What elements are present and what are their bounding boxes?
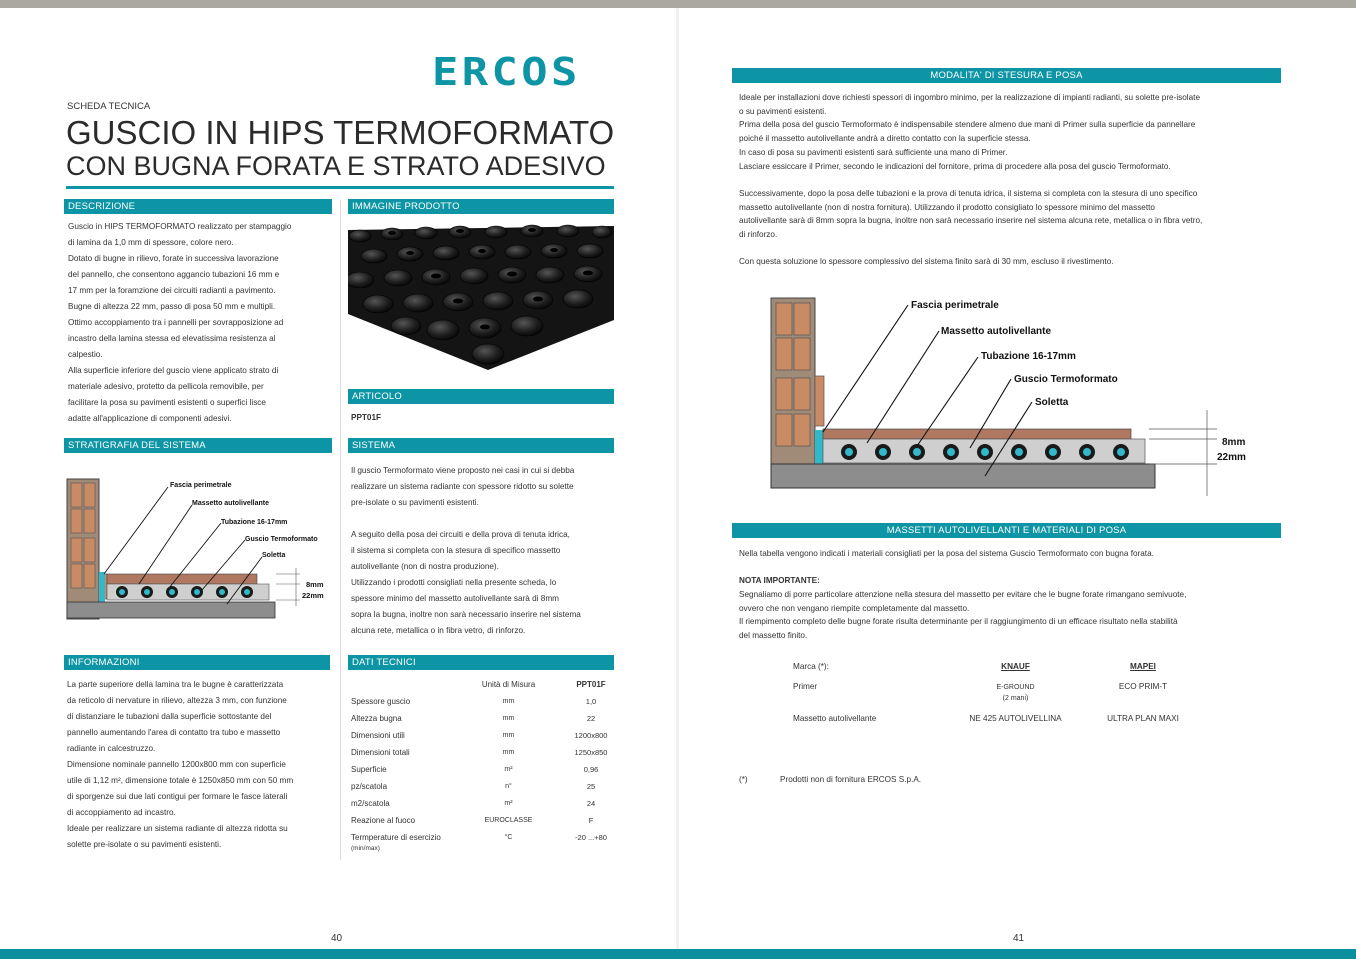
stratigraphy-diagram-small: [64, 470, 336, 625]
text-line: Con questa soluzione lo spessore complessivo del sistema finito sarà di 30 mm, escluso il rivestimento.: [739, 257, 1114, 267]
table-row: Superficie m² 0,96: [351, 765, 599, 774]
text-line: di rinforzo.: [739, 230, 778, 240]
text-line: da reticolo di nervature in rilievo, altezza 3 mm, con funzione: [67, 696, 287, 705]
page-gutter: [676, 8, 679, 949]
sistema-heading: SISTEMA: [348, 438, 614, 453]
table-row: Primer E-GROUND (2 mani) ECO PRIM-T: [793, 682, 1168, 702]
text-line: materiale adesivo, protetto da pellicola removibile, per: [68, 382, 264, 391]
text-line: Ottimo accoppiamento tra i pannelli per sovrapposizione ad: [68, 318, 284, 327]
table-row: Dimensioni totali mm 1250x850: [351, 748, 608, 757]
table-row: Dimensioni utili mm 1200x800: [351, 731, 608, 740]
col-knauf-header: KNAUF: [1001, 662, 1030, 671]
product-image: [348, 222, 614, 372]
text-line: incastro della lamina stessa ed elevatissima resistenza al: [68, 334, 276, 343]
articolo-heading: ARTICOLO: [348, 389, 614, 404]
table-row: pz/scatola n° 25: [351, 782, 596, 791]
label-fascia: Fascia perimetrale: [170, 482, 232, 489]
text-line: Segnaliamo di porre particolare attenzione nella stesura del massetto per evitare che le bugne forate rimangano semivuote,: [739, 590, 1187, 599]
modalita-heading: MODALITA' DI STESURA E POSA: [732, 68, 1281, 83]
top-bar: [0, 0, 1356, 8]
dim-8mm: 8mm: [306, 580, 324, 589]
text-line: adatte all'applicazione di componenti adesivi.: [68, 414, 232, 423]
label-massetto-large: Massetto autolivellante: [941, 326, 1052, 337]
text-line: Dimensione nominale pannello 1200x800 mm con superficie: [67, 760, 286, 769]
table-row: m2/scatola m² 24: [351, 799, 596, 808]
kicker: SCHEDA TECNICA: [67, 101, 151, 112]
text-line: del pannello, che consentono aggancio tubazioni 16 mm e: [68, 270, 280, 279]
column-separator: [340, 200, 341, 860]
text-line: 17 mm per la foramzione dei circuiti radianti a pavimento.: [68, 286, 276, 295]
page-title-line2: CON BUGNA FORATA E STRATO ADESIVO: [66, 151, 606, 181]
text-line: Prima della posa del guscio Termoformato è indispensabile stendere almeno due mani di Primer sulla superficie da pannellare: [739, 120, 1196, 130]
label-soletta: Soletta: [262, 552, 286, 559]
text-line: Il guscio Termoformato viene proposto nei casi in cui si debba: [351, 466, 575, 475]
modalita-text: [739, 91, 1284, 269]
informazioni-heading: INFORMAZIONI: [64, 655, 330, 670]
massetti-intro: Nella tabella vengono indicati i materiali consigliati per la posa del sistema Guscio Termoformato con bugna forata.: [739, 549, 1154, 558]
dati-tecnici-heading: DATI TECNICI: [348, 655, 614, 670]
text-line: Successivamente, dopo la posa delle tubazioni e la prova di tenuta idrica, il sistema si completa con la stesura di uno specifico: [739, 188, 1198, 198]
text-line: Dotato di bugne in rilievo, forate in successiva lavorazione: [68, 254, 279, 263]
table-row: Altezza bugna mm 22: [351, 714, 596, 723]
text-line: calpestio.: [68, 350, 103, 359]
text-line: [739, 173, 1284, 187]
table-row: Massetto autolivellante NE 425 AUTOLIVELLINA ULTRA PLAN MAXI: [793, 714, 1179, 723]
text-line: Alla superficie inferiore del guscio viene applicato strato di: [68, 366, 279, 375]
title-rule: [66, 186, 614, 189]
stratigrafia-heading: STRATIGRAFIA DEL SISTEMA: [64, 438, 332, 453]
text-line: A seguito della posa dei circuiti e della prova di tenuta idrica,: [351, 530, 570, 539]
text-line: Ideale per realizzare un sistema radiante di altezza ridotta su: [67, 824, 288, 833]
stratigraphy-diagram-large: [765, 290, 1265, 500]
sistema-text: [351, 463, 616, 639]
text-line: utile di 1,12 m², dimensione totale è 1250x850 mm con 50 mm: [67, 776, 294, 785]
descrizione-heading: DESCRIZIONE: [64, 199, 332, 214]
dim-22mm: 22mm: [302, 591, 324, 600]
article-code: PPT01F: [351, 413, 382, 422]
text-line: [739, 242, 1284, 256]
text-line: facilitare la posa su pavimenti esistenti o superfici lisce: [68, 398, 266, 407]
note-text: [739, 588, 1284, 643]
text-line: poiché il massetto autolivellante andrà a diretto contatto con la superficie stessa.: [739, 134, 1031, 144]
text-line: del massetto finito.: [739, 631, 808, 641]
text-line: o su pavimenti esistenti.: [739, 106, 827, 116]
massetti-heading: MASSETTI AUTOLIVELLANTI E MATERIALI DI POSA: [732, 523, 1281, 538]
dim-8mm-large: 8mm: [1222, 437, 1246, 448]
text-line: pre-isolate o su pavimenti esistenti.: [351, 498, 479, 507]
label-guscio-large: Guscio Termoformato: [1014, 374, 1118, 385]
col-code-header: PPT01F: [576, 680, 606, 689]
text-line: Bugne di altezza 22 mm, passo di posa 50 mm e multipli.: [68, 302, 276, 311]
page-number-left: 40: [331, 933, 343, 944]
label-soletta-large: Soletta: [1035, 397, 1069, 408]
descrizione-text: [68, 219, 336, 427]
footnote-text: Prodotti non di fornitura ERCOS S.p.A.: [780, 775, 922, 784]
text-line: solette pre-isolate o su pavimenti esistenti.: [67, 840, 222, 849]
label-tubazione: Tubazione 16-17mm: [221, 519, 288, 526]
bottom-bar: [0, 949, 1356, 959]
text-line: alcuna rete, metallica o in fibra vetro, di rinforzo.: [351, 626, 526, 635]
text-line: realizzare un sistema radiante con spessore ridotto su solette: [351, 482, 574, 491]
dati-tecnici-table: [351, 676, 621, 846]
label-fascia-large: Fascia perimetrale: [911, 300, 999, 311]
text-line: Il riempimento completo delle bugne forate risulta determinante per il raggiungimento di un efficace risultato nella stabilità: [739, 617, 1178, 627]
label-tubazione-large: Tubazione 16-17mm: [981, 351, 1076, 362]
text-line: di lamina da 1,0 mm di spessore, colore nero.: [68, 238, 234, 247]
col-unit-header: Unità di Misura: [481, 680, 536, 689]
text-line: Guscio in HIPS TERMOFORMATO realizzato per stampaggio: [68, 222, 292, 231]
text-line: pannello aumentando l'area di contatto tra tubo e massetto: [67, 728, 281, 737]
text-line: Utilizzando i prodotti consigliati nella presente scheda, lo: [351, 578, 557, 587]
table-header-row: [793, 662, 1208, 682]
text-line: autolivellante (non di nostra produzione).: [351, 562, 499, 571]
page-number-right: 41: [1013, 933, 1025, 944]
page-title-line1: GUSCIO IN HIPS TERMOFORMATO: [66, 114, 615, 151]
col-mapei-header: MAPEI: [1130, 662, 1156, 671]
text-line: radiante in calcestruzzo.: [67, 744, 156, 753]
text-line: In caso di posa su pavimenti esistenti sarà sufficiente una mano di Primer.: [739, 147, 1008, 157]
text-line: ovvero che non vengano riempite completamente dal massetto.: [739, 603, 970, 613]
text-line: massetto autolivellante (non di nostra fornitura). Utilizzando il prodotto consigliato lo spessore minimo del massetto: [739, 202, 1155, 212]
text-line: il sistema si completa con la stesura di specifico massetto: [351, 546, 561, 555]
text-line: autolivellante sarà di 8mm sopra la bugna, inoltre non sarà necessario inserire nel sistema alcuna rete, metallica o in fibra vetro,: [739, 216, 1203, 226]
materials-table: [793, 662, 1208, 723]
table-row: Reazione al fuoco EUROCLASSE F: [351, 816, 594, 825]
label-massetto: Massetto autolivellante: [192, 500, 270, 507]
text-line: Lasciare essiccare il Primer, secondo le indicazioni del fornitore, prima di procedere alla posa del guscio Termoformato.: [739, 161, 1171, 171]
immagine-heading: IMMAGINE PRODOTTO: [348, 199, 614, 214]
text-line: La parte superiore della lamina tra le bugne è caratterizzata: [67, 680, 284, 689]
text-line: spessore minimo del massetto autolivellante sarà di 8mm: [351, 594, 559, 603]
note-title: NOTA IMPORTANTE:: [739, 576, 820, 585]
table-row: Termperature di esercizio °C -20 ...+80: [351, 833, 607, 842]
informazioni-text: [67, 677, 335, 853]
table-header-row: [351, 676, 621, 693]
col-marca-header: Marca (*):: [793, 662, 829, 671]
text-line: [351, 511, 616, 527]
text-line: di accoppiamento ad incastro.: [67, 808, 176, 817]
text-line: di distanziare le tubazioni dalla superficie sottostante del: [67, 712, 272, 721]
ercos-logo: ERCOS: [432, 50, 581, 94]
temp-note: (min/max): [351, 845, 380, 852]
table-row: Spessore guscio mm 1,0: [351, 697, 597, 706]
label-guscio: Guscio Termoformato: [245, 536, 318, 543]
text-line: di sporgenze sui due lati contigui per formare le fasce laterali: [67, 792, 288, 801]
footnote-mark: (*): [739, 775, 748, 784]
text-line: Ideale per installazioni dove richiesti spessori di ingombro minimo, per la realizzazione di impianti radianti, su solette pre-isolate: [739, 93, 1200, 102]
text-line: sopra la bugna, inoltre non sarà necessario inserire nel sistema: [351, 610, 581, 619]
dim-22mm-large: 22mm: [1217, 452, 1246, 463]
